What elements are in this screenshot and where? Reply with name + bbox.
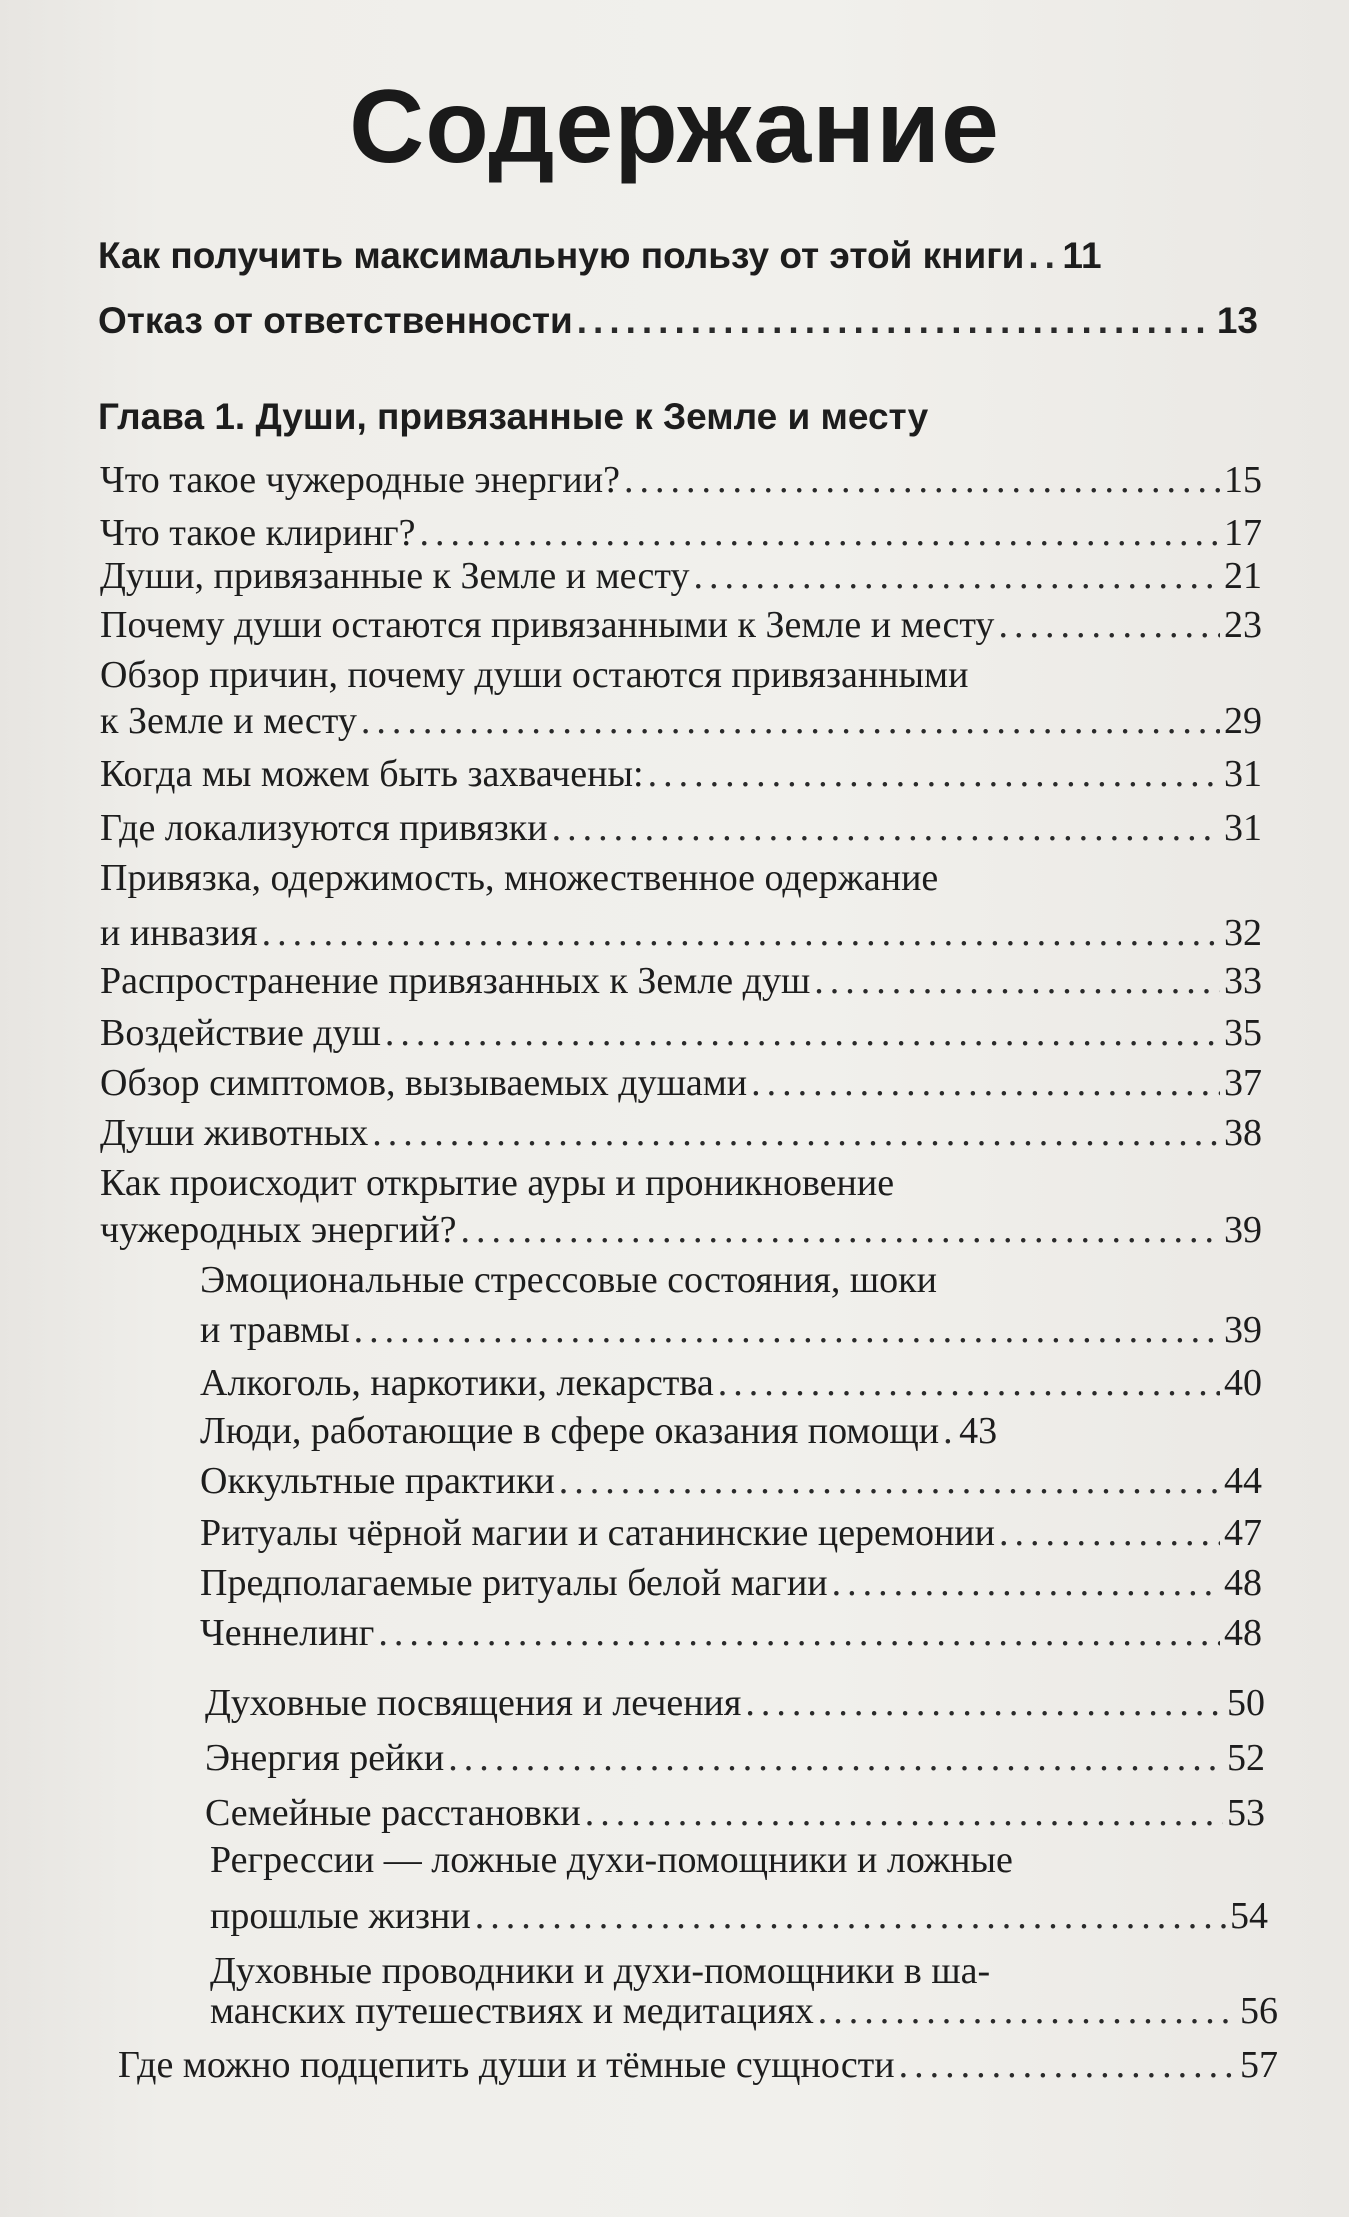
toc-subentry[interactable] (210, 1893, 1268, 1939)
leader-dots (361, 698, 1220, 744)
toc-subentry-title: Алкоголь, наркотики, лекарства (200, 1362, 714, 1404)
leader-dots (448, 1735, 1223, 1781)
toc-entry-page: 39 (1224, 1209, 1262, 1251)
toc-entry[interactable] (100, 751, 1262, 797)
leader-dots (832, 1560, 1220, 1606)
toc-subentry-title-line2: манских путешествиях и медитациях (210, 1990, 814, 2032)
toc-entry-title-line2: к Земле и месту (100, 700, 357, 742)
toc-subentry-page: 44 (1224, 1460, 1262, 1502)
leader-dots (693, 553, 1220, 599)
toc-entry-title: Отказ от ответственности (98, 300, 573, 341)
toc-entry[interactable] (100, 958, 1262, 1004)
leader-dots (751, 1060, 1220, 1106)
toc-entry-page: 38 (1224, 1112, 1262, 1154)
toc-subentry-title: Ченнелинг (200, 1612, 375, 1654)
toc-subentry-title: Духовные посвящения и лечения (205, 1682, 742, 1724)
toc-subentry[interactable] (200, 1560, 1262, 1606)
toc-entry-title: Что такое чужеродные энергии? (100, 459, 620, 501)
toc-subentry-page: 39 (1224, 1309, 1262, 1351)
toc-subentry[interactable] (200, 1360, 1262, 1406)
toc-subentry[interactable] (200, 1510, 1262, 1556)
toc-subentry-title-line1: Духовные проводники и духи-помощники в ша- (210, 1950, 991, 1992)
toc-subentry-page: 47 (1224, 1512, 1262, 1554)
leader-dots (943, 1408, 955, 1454)
leader-dots (745, 1680, 1223, 1726)
toc-entry[interactable] (100, 1010, 1262, 1056)
toc-entry-page: 33 (1224, 960, 1262, 1002)
leader-dots (624, 457, 1220, 503)
toc-entry[interactable] (100, 910, 1262, 956)
toc-subentry-page: 54 (1230, 1895, 1268, 1937)
toc-subentry-title: Оккультные практики (200, 1460, 555, 1502)
toc-subentry-title-line1: Регрессии — ложные духи-помощники и ложные (210, 1839, 1013, 1881)
toc-entry[interactable] (100, 1060, 1262, 1106)
toc-entry-page: 11 (1062, 235, 1102, 276)
toc-entry[interactable] (100, 602, 1262, 648)
toc-subentry[interactable] (200, 1307, 1262, 1353)
leader-dots (999, 1510, 1220, 1556)
toc-subentry[interactable] (205, 1735, 1265, 1781)
toc-entry[interactable] (100, 553, 1262, 599)
toc-entry-page: 57 (1240, 2044, 1278, 2086)
leader-dots (420, 510, 1221, 556)
toc-entry-title-line1: Как происходит открытие ауры и проникновение (100, 1162, 895, 1204)
toc-entry-title-line1: Привязка, одержимость, множественное одержание (100, 857, 939, 899)
toc-entry-title: Души животных (100, 1112, 369, 1154)
toc-entry-page: 17 (1224, 512, 1262, 554)
toc-subentry[interactable] (210, 1988, 1278, 2034)
leader-dots (552, 805, 1220, 851)
toc-entry[interactable] (100, 805, 1262, 851)
leader-dots (814, 958, 1220, 1004)
toc-entry-page: 13 (1216, 300, 1258, 341)
toc-entry[interactable] (118, 2042, 1278, 2088)
toc-entry-page: 31 (1224, 753, 1262, 795)
toc-entry[interactable] (100, 698, 1262, 744)
toc-entry[interactable] (100, 1207, 1262, 1253)
toc-entry-page: 21 (1224, 555, 1262, 597)
toc-entry-title-line2: и инвазия (100, 912, 258, 954)
toc-subentry-title: Энергия рейки (205, 1737, 445, 1779)
toc-subentry[interactable] (205, 1790, 1265, 1836)
leader-dots (354, 1307, 1220, 1353)
toc-entry-page: 37 (1224, 1062, 1262, 1104)
leader-dots (1028, 233, 1058, 279)
toc-entry-title: Воздействие душ (100, 1012, 381, 1054)
toc-entry-title: Когда мы можем быть захвачены: (100, 753, 644, 795)
toc-entry[interactable] (100, 510, 1262, 556)
toc-entry-title: Как получить максимальную пользу от этой книги (98, 235, 1025, 276)
leader-dots (262, 910, 1220, 956)
toc-entry-title: Души, привязанные к Земле и месту (100, 555, 690, 597)
leader-dots (818, 1988, 1236, 2034)
chapter-heading: Глава 1. Души, привязанные к Земле и месту (98, 396, 929, 437)
toc-entry[interactable] (98, 298, 1258, 344)
toc-entry-title: Распространение привязанных к Земле душ (100, 960, 811, 1002)
leader-dots (577, 298, 1213, 344)
toc-subentry-page: 50 (1227, 1682, 1265, 1724)
leader-dots (718, 1360, 1220, 1406)
toc-entry-title-line1: Обзор причин, почему души остаются привязанными (100, 654, 969, 696)
toc-subentry-title-line2: прошлые жизни (210, 1895, 471, 1937)
leader-dots (372, 1110, 1220, 1156)
leader-dots (385, 1010, 1220, 1056)
toc-subentry[interactable] (200, 1408, 1262, 1454)
toc-entry[interactable] (100, 457, 1262, 503)
toc-entry-title-line2: чужеродных энергий? (100, 1209, 457, 1251)
toc-entry-page: 32 (1224, 912, 1262, 954)
toc-entry-page: 23 (1224, 604, 1262, 646)
leader-dots (559, 1458, 1220, 1504)
leader-dots (899, 2042, 1236, 2088)
toc-subentry[interactable] (205, 1680, 1265, 1726)
leader-dots (460, 1207, 1220, 1253)
toc-subentry-title: Ритуалы чёрной магии и сатанинские церемонии (200, 1512, 995, 1554)
toc-subentry-title: Семейные расстановки (205, 1792, 581, 1834)
toc-entry[interactable] (98, 233, 1258, 279)
toc-subentry-page: 48 (1224, 1562, 1262, 1604)
toc-entry-title: Что такое клиринг? (100, 512, 416, 554)
toc-subentry-page: 48 (1224, 1612, 1262, 1654)
leader-dots (648, 751, 1220, 797)
toc-entry-title: Где можно подцепить души и тёмные сущности (118, 2044, 895, 2086)
toc-subentry-title-line1: Эмоциональные стрессовые состояния, шоки (200, 1259, 937, 1301)
toc-entry[interactable] (100, 1110, 1262, 1156)
toc-entry-title: Почему души остаются привязанными к Земле и месту (100, 604, 995, 646)
leader-dots (378, 1610, 1220, 1656)
leader-dots (585, 1790, 1223, 1836)
toc-entry-page: 15 (1224, 459, 1262, 501)
toc-entry-title: Обзор симптомов, вызываемых душами (100, 1062, 748, 1104)
toc-entry-page: 31 (1224, 807, 1262, 849)
toc-entry-page: 29 (1224, 700, 1262, 742)
toc-entry-page: 35 (1224, 1012, 1262, 1054)
toc-subentry[interactable] (200, 1610, 1262, 1656)
toc-entry-title: Где локализуются привязки (100, 807, 548, 849)
toc-subentry-page: 53 (1227, 1792, 1265, 1834)
toc-subentry-title: Предполагаемые ритуалы белой магии (200, 1562, 828, 1604)
leader-dots (998, 602, 1220, 648)
toc-subentry-title: Люди, работающие в сфере оказания помощи (200, 1410, 940, 1452)
toc-subentry-page: 56 (1240, 1990, 1278, 2032)
toc-subentry-page: 43 (959, 1410, 998, 1452)
toc-subentry[interactable] (200, 1458, 1262, 1504)
page-title: Содержание (349, 69, 1000, 185)
toc-subentry-page: 40 (1224, 1362, 1262, 1404)
toc-subentry-page: 52 (1227, 1737, 1265, 1779)
toc-subentry-title-line2: и травмы (200, 1309, 350, 1351)
leader-dots (475, 1893, 1226, 1939)
